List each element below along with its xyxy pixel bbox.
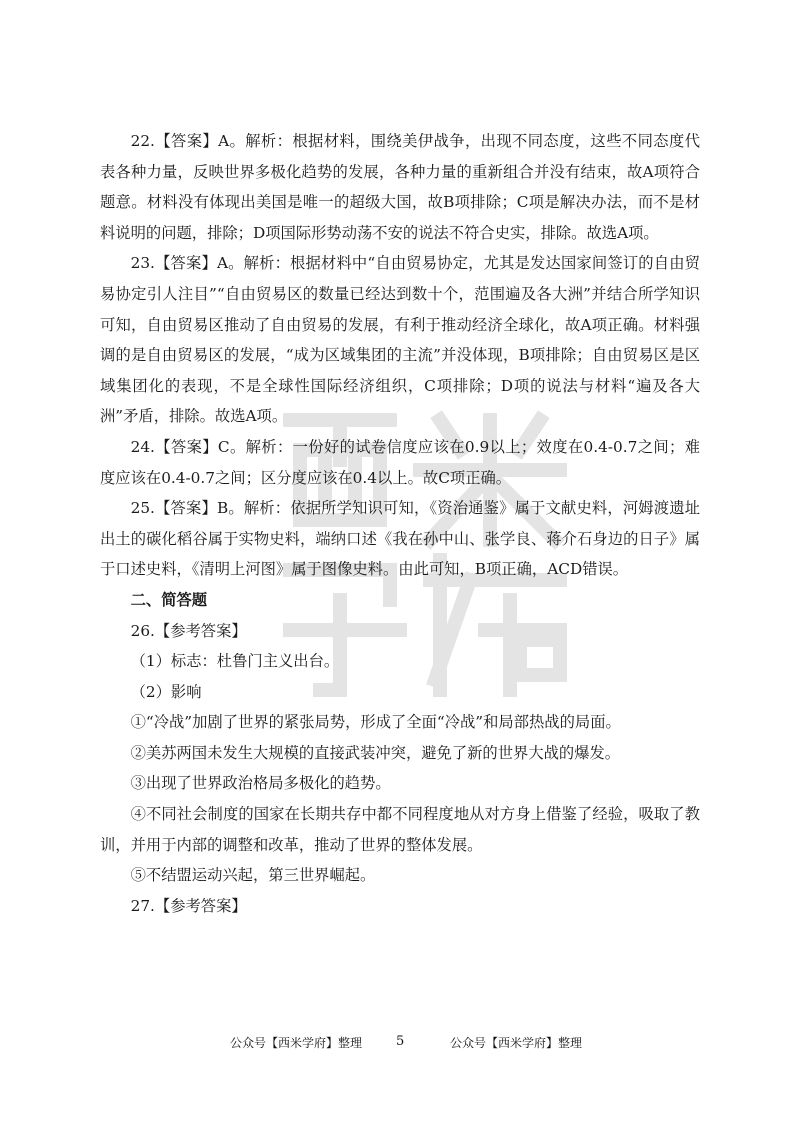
paragraph: ⑤不结盟运动兴起，第三世界崛起。	[130, 866, 376, 885]
page-footer	[0, 1034, 800, 1054]
paragraph: （2）影响	[130, 682, 202, 701]
footer-right-text: 公众号【西米学府】整理	[450, 1036, 583, 1050]
section-heading: 二、简答题	[130, 590, 208, 609]
paragraph: ①“冷战”加剧了世界的紧张局势，形成了全面“冷战”和局部热战的局面。	[130, 713, 621, 732]
page-number: 5	[396, 1034, 405, 1049]
paragraph: 22.【答案】A。解析：根据材料，围绕美伊战争，出现不同态度，这些不同态度代表各种力量，反映世界多极化趋势的发展，各种力量的重新组合并没有结束，故A项符合题意。材料没有体现出美国是唯一的超级大国，故B项排除；C项是解决办法，而不是材料说明的问题，排除；D项国际形势动荡不安的说法不符合史实，排除。故选A项。	[100, 132, 700, 242]
paragraph: 23.【答案】A。解析：根据材料中“自由贸易协定，尤其是发达国家间签订的自由贸易协定引人注目”“自由贸易区的数量已经达到数十个，范围遍及各大洲”并结合所学知识可知，自由贸易区推动了自由贸易的发展，有利于推动经济全球化，故A项正确。材料强调的是自由贸易区的发展，“成为区域集团的主流”并没体现，B项排除；自由贸易区是区域集团化的表现，不是全球性国际经济组织，C项排除；D项的说法与材料“遍及各大洲”矛盾，排除。故选A项。	[100, 254, 700, 426]
paragraph: ②美苏两国未发生大规模的直接武装冲突，避免了新的世界大战的爆发。	[130, 743, 621, 762]
paragraph: ③出现了世界政治格局多极化的趋势。	[130, 774, 391, 793]
paragraph: 26.【参考答案】	[130, 621, 247, 640]
paragraph: 24.【答案】C。解析：一份好的试卷信度应该在0.9以上；效度在0.4-0.7之间；难度应该在0.4-0.7之间；区分度应该在0.4以上。故C项正确。	[100, 437, 700, 487]
footer-left-text: 公众号【西米学府】整理	[230, 1036, 363, 1050]
paragraph: ④不同社会制度的国家在长期共存中都不同程度地从对方身上借鉴了经验，吸取了教训，并用于内部的调整和改革，推动了世界的整体发展。	[100, 805, 700, 854]
paragraph: 25.【答案】B。解析：依据所学知识可知，《资治通鉴》属于文献史料，河姆渡遗址出土的碳化稻谷属于实物史料，端纳口述《我在孙中山、张学良、蒋介石身边的日子》属于口述史料，《清明上河图》属于图像史料。由此可知，B项正确，ACD错误。	[100, 499, 700, 579]
paragraph: 27.【参考答案】	[130, 896, 247, 915]
document-body	[100, 126, 700, 921]
paragraph: （1）标志：杜鲁门主义出台。	[130, 652, 340, 671]
